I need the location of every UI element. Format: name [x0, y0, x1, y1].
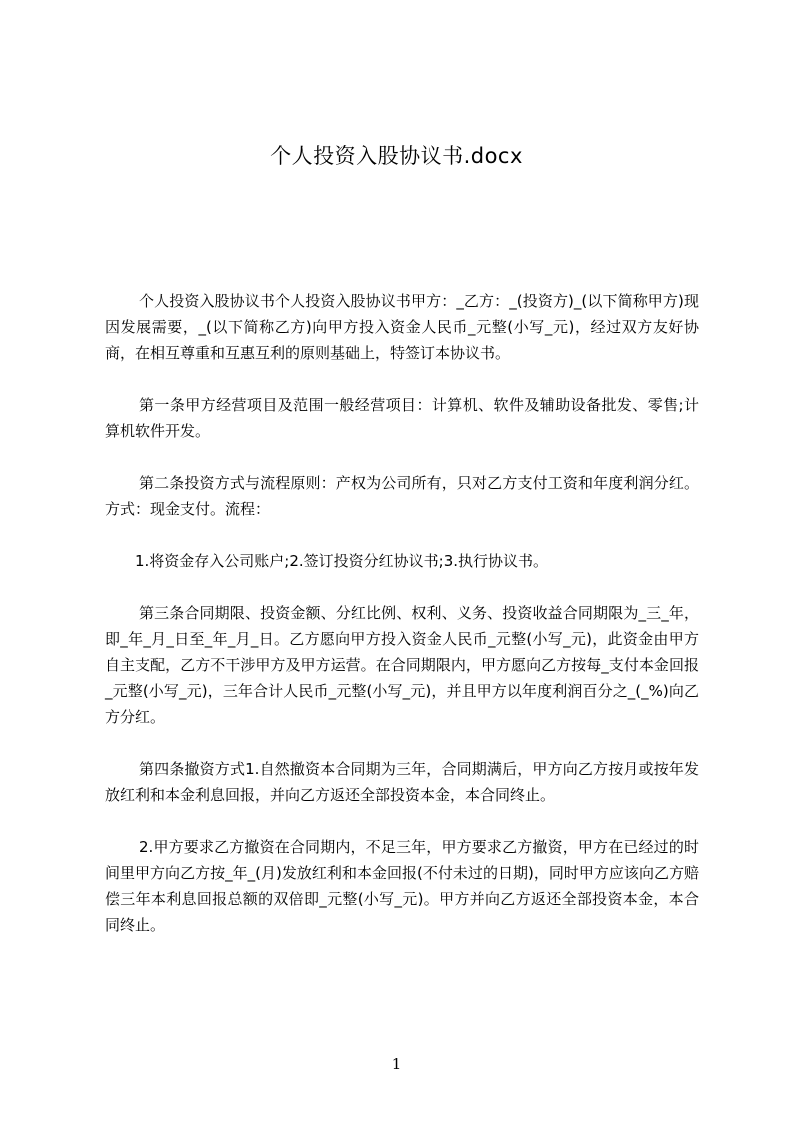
- paragraph-article-3: 第三条合同期限、投资金额、分红比例、权利、义务、投资收益合同期限为_三_年，即_年_月_日至_年_月_日。乙方愿向甲方投入资金人民币_元整(小写_元)，此资金由甲方自主支配，乙方不干涉甲方及甲方运营。在合同期限内，甲方愿向乙方按每_支付本金回报_元整(小写_元)，三年合计人民币_元整(小写_元)，并且甲方以年度利润百分之_(_%)向乙方分红。: [105, 604, 699, 726]
- page-number: 1: [391, 1055, 402, 1073]
- paragraph-preamble: 个人投资入股协议书个人投资入股协议书甲方：_乙方：_(投资方)_(以下简称甲方)现因发展需要，_(以下简称乙方)向甲方投入资金人民币_元整(小写_元)，经过双方友好协商，在相互尊重和互惠互利的原则基础上，特签订本协议书。: [105, 292, 699, 362]
- paragraph-article-4: 第四条撤资方式1.自然撤资本合同期为三年，合同期满后，甲方向乙方按月或按年发放红利和本金利息回报，并向乙方返还全部投资本金，本合同终止。: [105, 760, 699, 804]
- document-title: 个人投资入股协议书.docx: [270, 144, 523, 168]
- paragraph-article-2: 第二条投资方式与流程原则：产权为公司所有，只对乙方支付工资和年度利润分红。方式：现金支付。流程：: [105, 474, 699, 518]
- paragraph-article-4-item-2: 2.甲方要求乙方撤资在合同期内，不足三年，甲方要求乙方撤资，甲方在已经过的时间里甲方向乙方按_年_(月)发放红利和本金回报(不付未过的日期)，同时甲方应该向乙方赔偿三年本利息回报总额的双倍即_元整(小写_元)。甲方并向乙方返还全部投资本金，本合同终止。: [105, 838, 699, 934]
- paragraph-article-1: 第一条甲方经营项目及范围一般经营项目：计算机、软件及辅助设备批发、零售;计算机软件开发。: [105, 396, 699, 440]
- document-body: [105, 288, 699, 964]
- paragraph-process-steps: 1.将资金存入公司账户;2.签订投资分红协议书;3.执行协议书。: [135, 552, 549, 570]
